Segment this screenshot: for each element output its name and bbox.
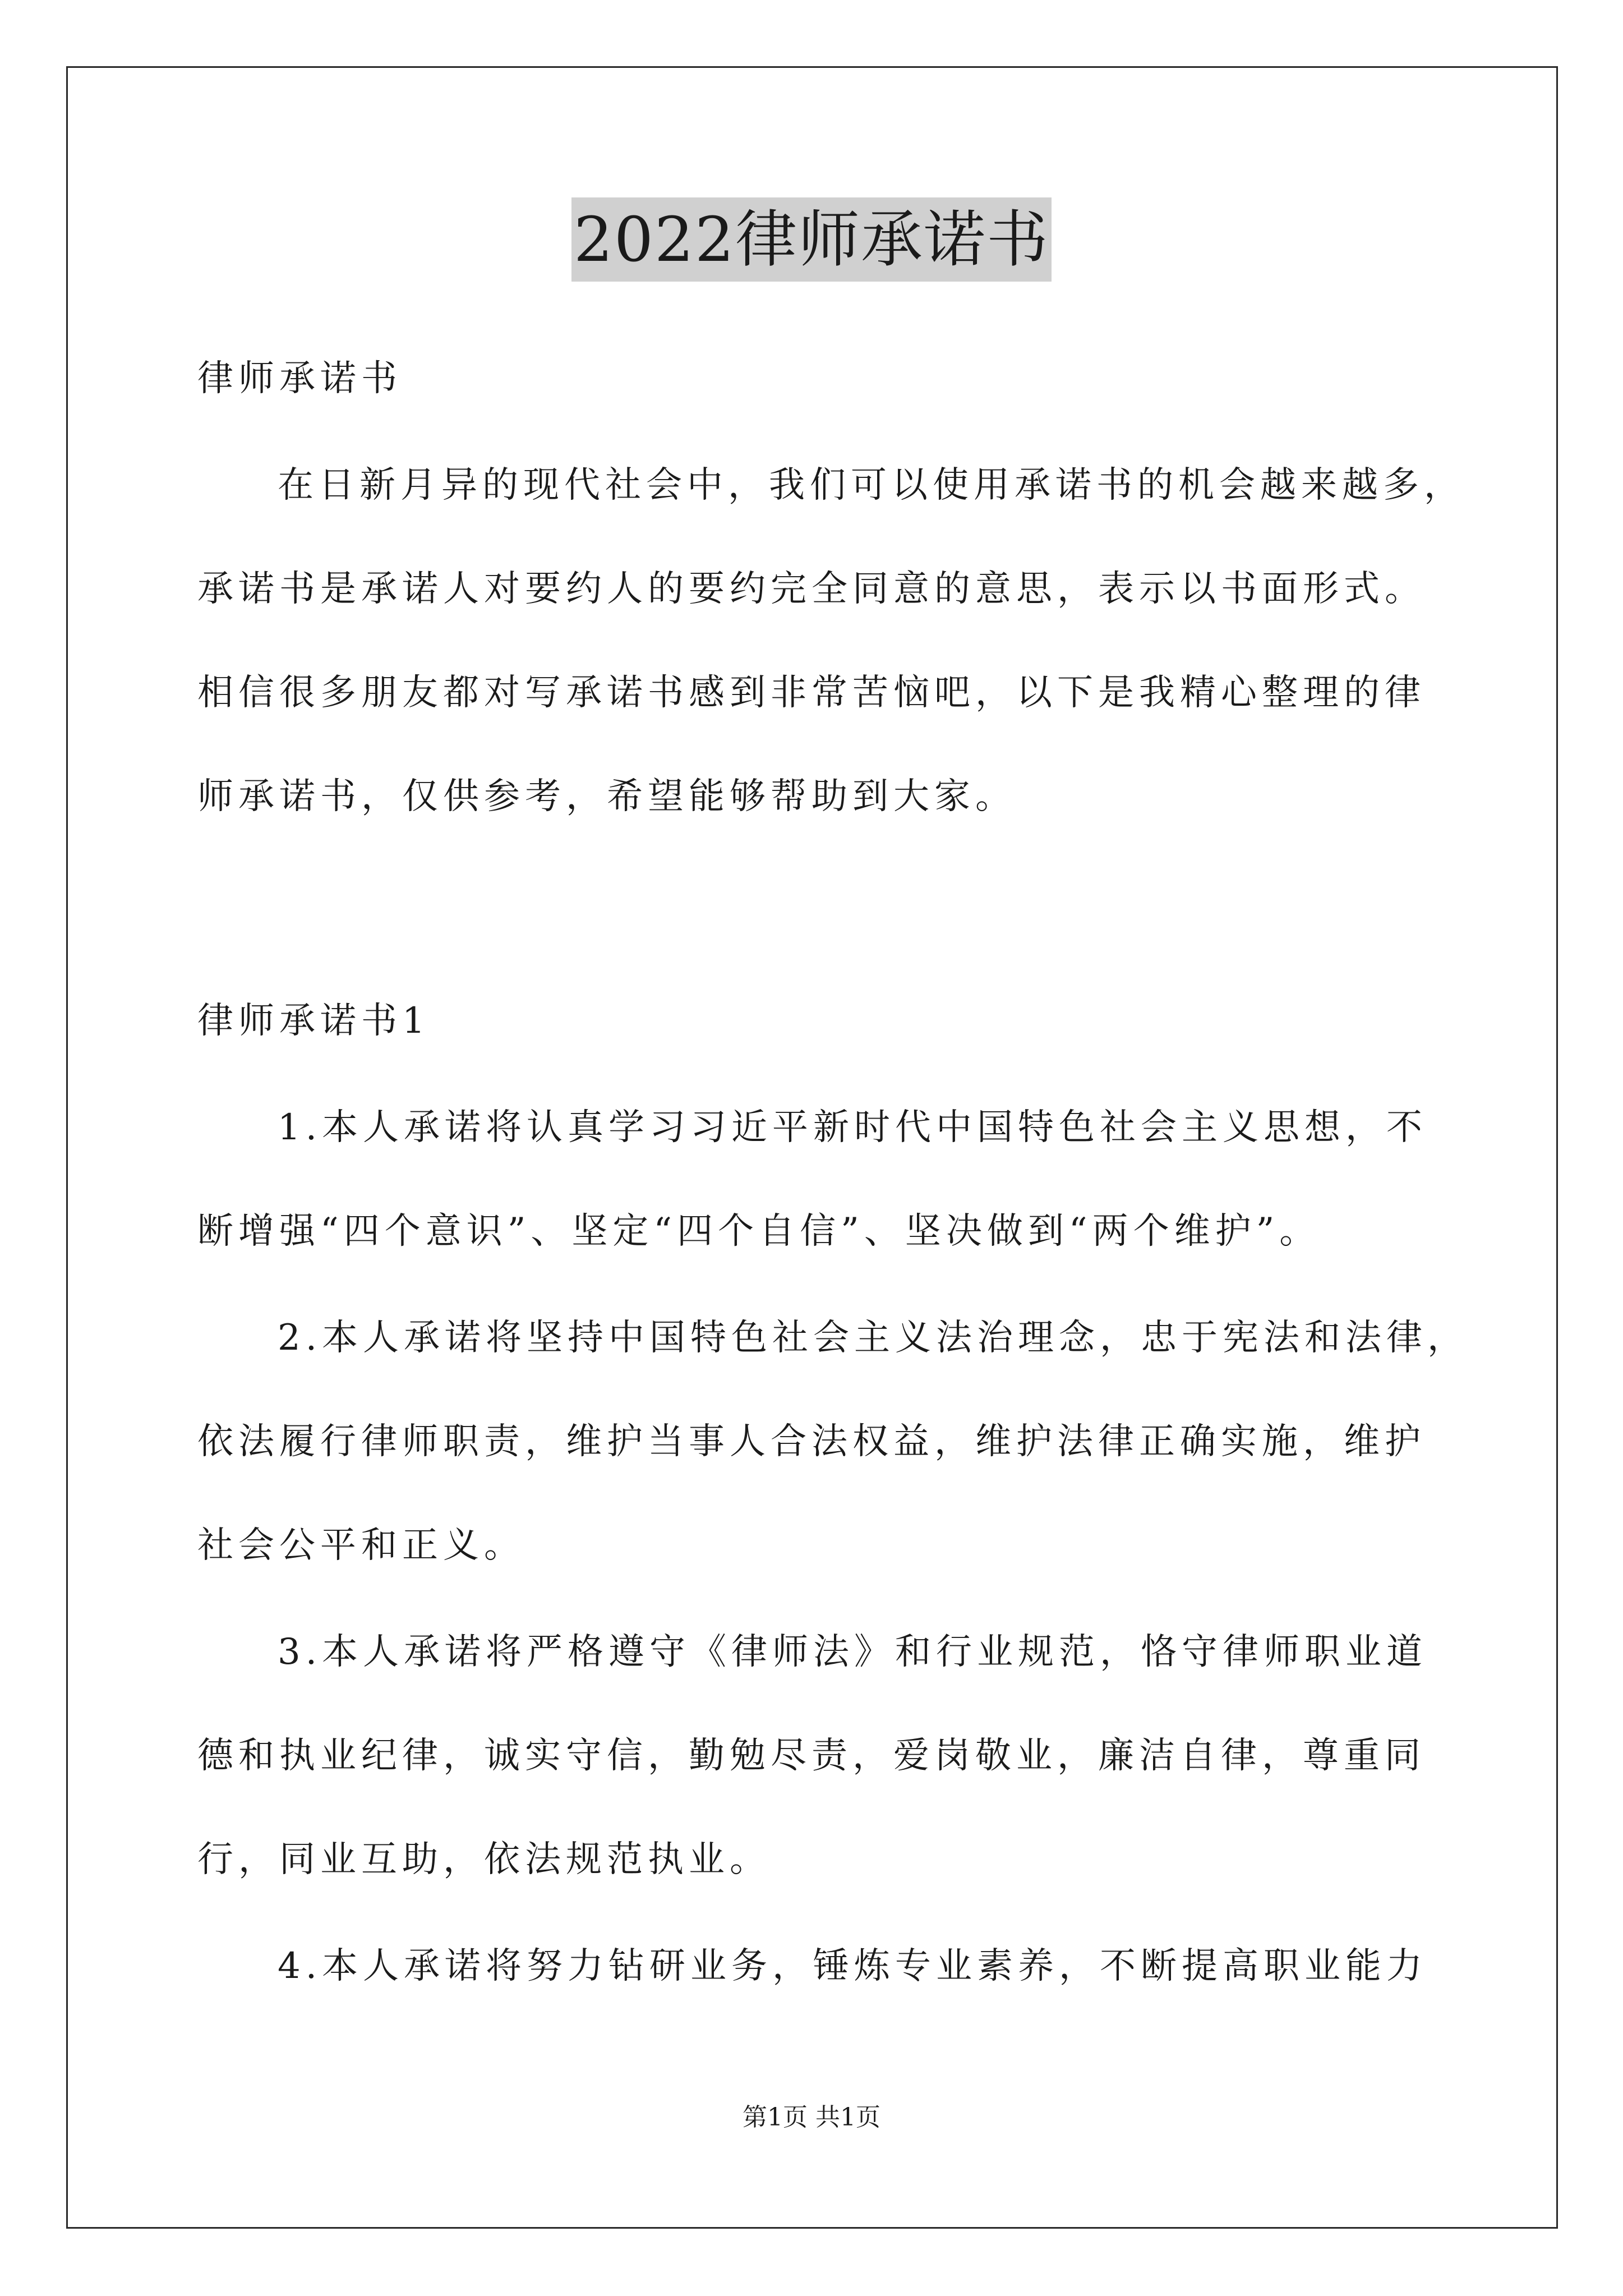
title-container	[0, 197, 1623, 282]
intro-line-2: 承诺书是承诺人对要约人的要约完全同意的意思，表示以书面形式。	[197, 568, 1426, 610]
section-heading: 律师承诺书1	[197, 1000, 430, 1042]
item-2-line-3: 社会公平和正义。	[197, 1525, 525, 1566]
item-1-line-2: 断增强“四个意识”、坚定“四个自信”、坚决做到“两个维护”。	[197, 1211, 1321, 1252]
item-3-line-2: 德和执业纪律，诚实守信，勤勉尽责，爱岗敬业，廉洁自律，尊重同	[197, 1735, 1426, 1777]
document-subtitle: 律师承诺书	[197, 358, 402, 399]
item-2-line-1: 2.本人承诺将坚持中国特色社会主义法治理念，忠于宪法和法律，	[278, 1317, 1469, 1359]
intro-line-1: 在日新月异的现代社会中，我们可以使用承诺书的机会越来越多，	[278, 464, 1465, 506]
item-3-line-1: 3.本人承诺将严格遵守《律师法》和行业规范，恪守律师职业道	[278, 1631, 1428, 1673]
item-2-line-2: 依法履行律师职责，维护当事人合法权益，维护法律正确实施，维护	[197, 1421, 1426, 1462]
document-title: 2022律师承诺书	[571, 197, 1052, 282]
item-3-line-3: 行，同业互助，依法规范执业。	[197, 1839, 771, 1880]
item-1-line-1: 1.本人承诺将认真学习习近平新时代中国特色社会主义思想，不	[278, 1107, 1428, 1148]
item-4-line-1: 4.本人承诺将努力钻研业务，锤炼专业素养，不断提高职业能力	[278, 1945, 1428, 1987]
intro-line-4: 师承诺书，仅供参考，希望能够帮助到大家。	[197, 776, 1016, 817]
intro-line-3: 相信很多朋友都对写承诺书感到非常苦恼吧，以下是我精心整理的律	[197, 672, 1426, 714]
page-footer: 第1页 共1页	[743, 2103, 880, 2132]
